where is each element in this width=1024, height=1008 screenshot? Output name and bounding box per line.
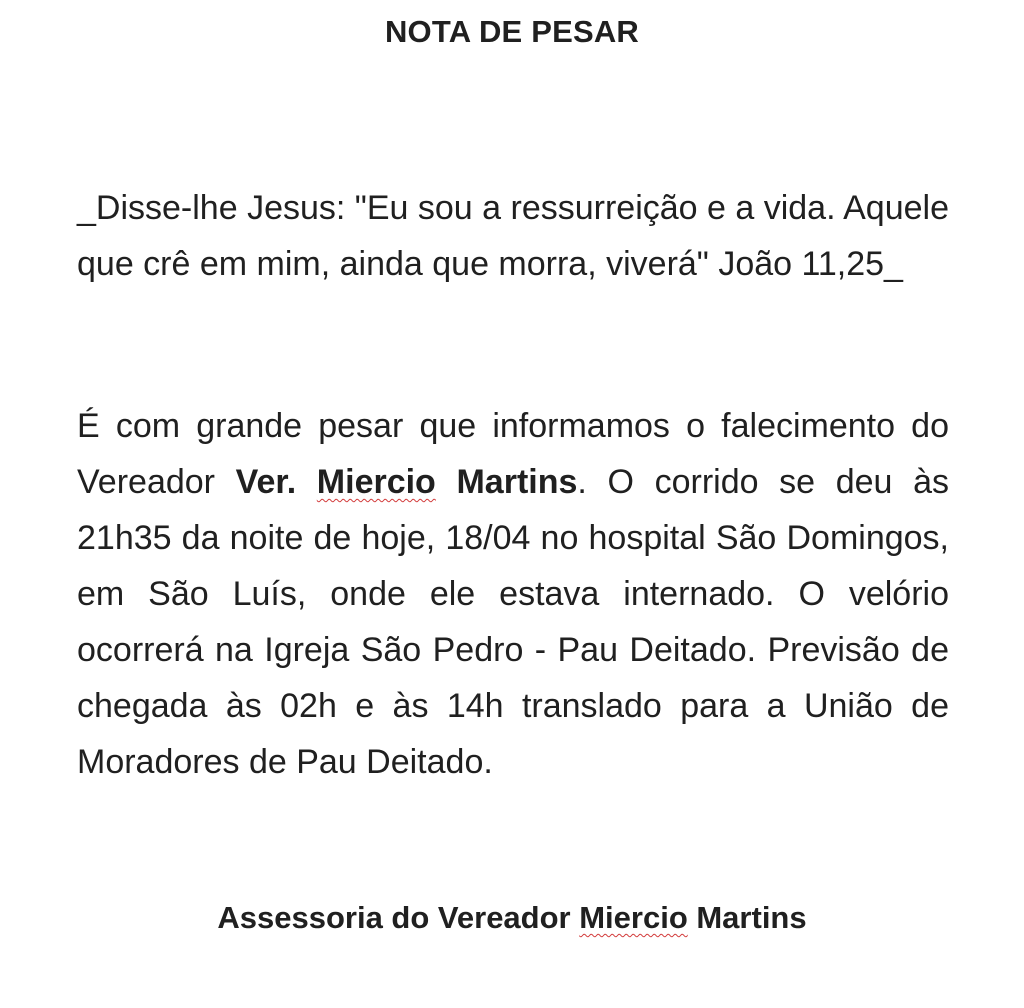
paragraph-line-3: 21h35 da noite de hoje, 18/04 no hospital São Domingos,: [77, 519, 949, 557]
paragraph-line-2-suffix: . O corrido se deu às: [577, 463, 949, 501]
verse-line-2: que crê em mim, ainda que morra, viverá" João 11,25_: [77, 245, 903, 283]
announcement-paragraph: [77, 398, 949, 790]
document-title: NOTA DE PESAR: [384, 14, 640, 49]
paragraph-line-6: chegada às 02h e às 14h translado para a União de: [77, 687, 949, 725]
councilor-title: Ver.: [235, 463, 317, 501]
bible-verse: [77, 180, 949, 292]
signature-last-name: Martins: [687, 900, 807, 935]
signature-prefix: Assessoria do Vereador: [217, 900, 580, 935]
councilor-last-name: Martins: [435, 463, 578, 501]
paragraph-line-2-prefix: Vereador: [77, 463, 236, 501]
paragraph-line-1: É com grande pesar que informamos o falecimento do: [77, 407, 949, 445]
paragraph-line-7: Moradores de Pau Deitado.: [77, 743, 493, 781]
verse-line-1: _Disse-lhe Jesus: "Eu sou a ressurreição e a vida. Aquele: [77, 189, 949, 227]
paragraph-line-4: em São Luís, onde ele estava internado. O velório: [77, 575, 949, 613]
councilor-first-name: Miercio: [316, 463, 436, 501]
paragraph-line-5: ocorrerá na Igreja São Pedro - Pau Deitado. Previsão de: [77, 631, 949, 669]
paragraph-line-2: [77, 454, 949, 510]
signature: [0, 900, 1024, 936]
signature-first-name: Miercio: [579, 900, 688, 935]
